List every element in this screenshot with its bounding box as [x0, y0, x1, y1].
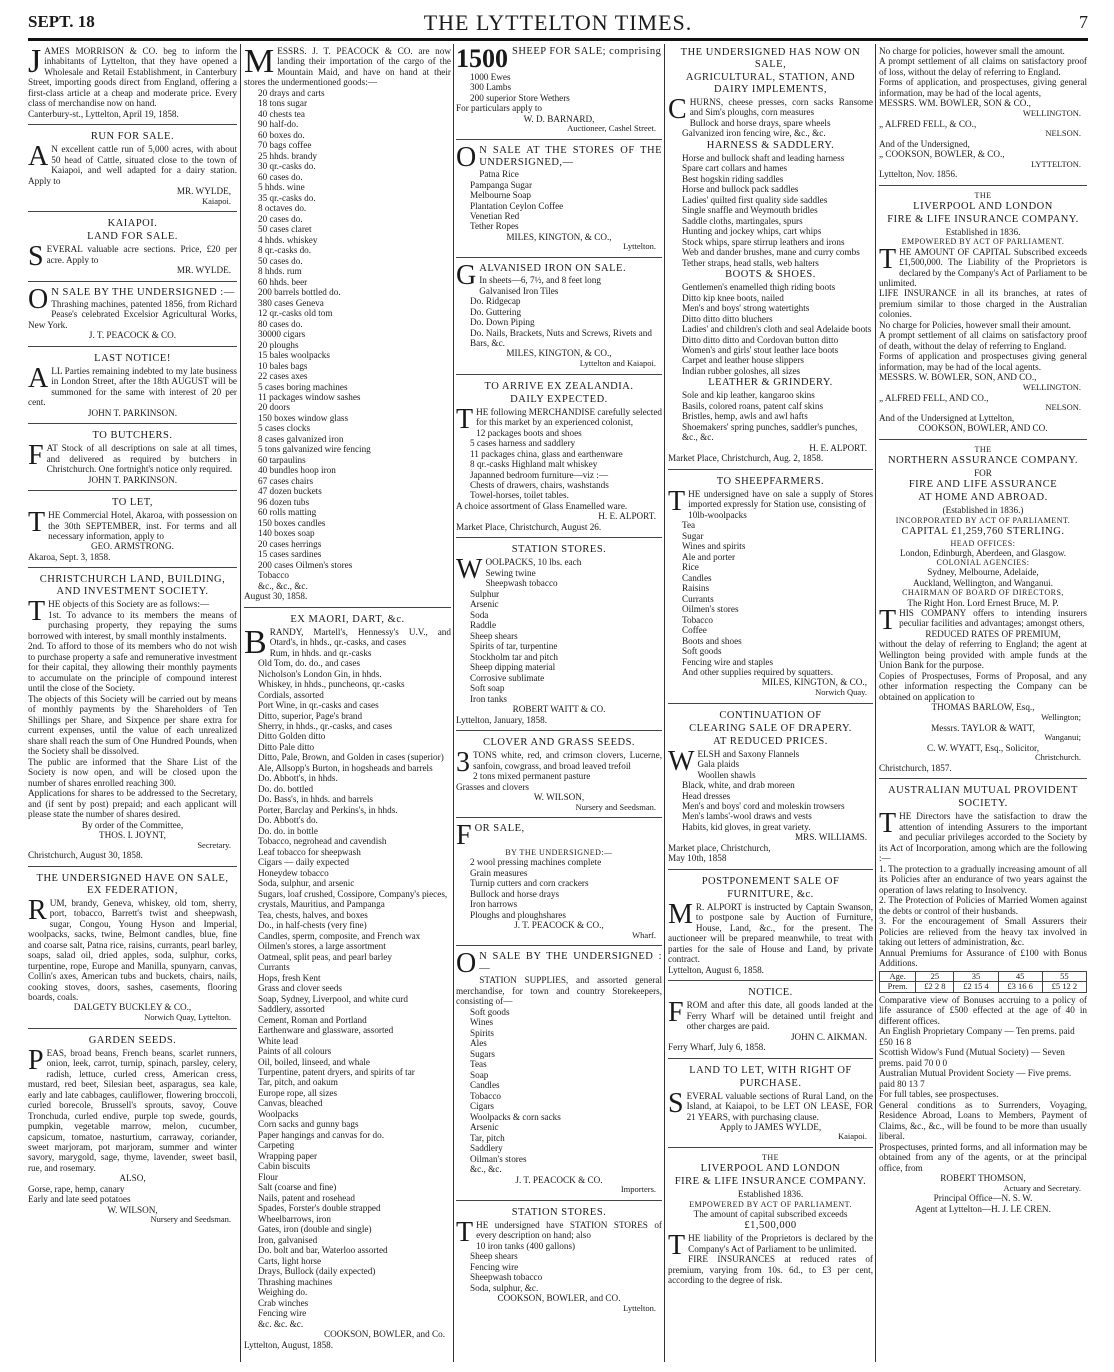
list-item: Pampanga Sugar: [470, 179, 533, 190]
list-item: Leaf tobacco for sheepwash: [258, 846, 361, 857]
list-item: 140 boxes soap: [258, 528, 315, 539]
list-item: And other supplies required by squatters.: [682, 667, 834, 677]
list-item: Sulphur: [470, 588, 500, 599]
list-item: Cigars — daily expected: [258, 857, 350, 868]
list-item: Do. Abbott's, in hhds.: [258, 773, 338, 784]
list-item: Saddle cloths, martingales, spurs: [682, 215, 803, 226]
list-item: Basils, colored roans, patent calf skins: [682, 400, 824, 411]
list-item: 380 cases Geneva: [258, 297, 324, 308]
list-item: Patna Rice: [479, 169, 519, 180]
list-item: Do. Abbott's do.: [258, 815, 318, 826]
list-item: Tether Ropes: [470, 221, 519, 232]
list-item: Oil, boiled, linseed, and whale: [258, 1056, 371, 1067]
list-item: Carpet and leather house slippers: [682, 355, 804, 366]
list-item: 10 iron tanks (400 gallons): [476, 1240, 576, 1251]
list-item: Fencing wire: [470, 1261, 519, 1272]
goods-list: [456, 568, 662, 704]
list-item: White lead: [258, 1035, 299, 1046]
list-item: Nails, patent and rosehead: [258, 1192, 355, 1203]
list-item: Sheep shears: [470, 630, 518, 641]
list-item: Ditto kip knee boots, nailed: [682, 292, 784, 303]
goods-list: [456, 1241, 662, 1293]
list-item: Crab winches: [258, 1297, 309, 1308]
list-item: Oilmen's stores: [682, 604, 739, 615]
list-item: Sheep dipping material: [470, 662, 556, 673]
list-item: 200 barrels bottled do.: [258, 287, 341, 298]
goods-list: [668, 153, 873, 268]
list-item: Sugars, loaf crushed, Cossipore, Company's pieces, crystals, Mauritius, and Pampanga: [258, 888, 448, 910]
list-item: Ladies' quilted first quality side saddles: [682, 194, 828, 205]
list-item: Ales: [470, 1038, 487, 1049]
list-item: Soda, sulphur, and arsenic: [258, 878, 355, 889]
list-item: Soap: [470, 1069, 489, 1080]
advert-to-butchers: TO BUTCHERS. FAT Stock of all descriptions on sale at all times, and delivered as required by butchers in Christchurch. One fortnight's notice only required. JOHN T. PARKINSON.: [28, 427, 237, 491]
goods-list: [668, 390, 873, 442]
list-item: Tea, chests, halves, and boxes: [258, 909, 368, 920]
table-row: Age. 25 35 45 55: [880, 971, 1087, 982]
list-item: Canvas, bleached: [258, 1098, 323, 1109]
advert-galvanised-iron: GALVANISED IRON ON SALE. In sheets—6, 7½, and 8 feet long Galvanised Iron Tiles Do. Ridgecap Do. Guttering Do. Down Piping Do. Nails, Brackets, Nuts and Screws, Rivets and Bars, &c. MILES, KINGTON, & CO., Lyttelton and Kaiapoi.: [456, 261, 662, 375]
list-item: Plantation Ceylon Coffee: [470, 200, 564, 211]
list-item: Sherry, in hhds., qr.-casks, and cases: [258, 721, 393, 731]
list-item: Do. Bass's, in hhds. and barrels: [258, 794, 373, 805]
list-item: Weighing do.: [258, 1287, 308, 1298]
list-item: Do. Ridgecap: [470, 296, 521, 307]
list-item: 30000 cigars: [258, 329, 306, 340]
advert-garden-seeds: GARDEN SEEDS. PEAS, broad beans, French beans, scarlet runners, onion, leek, carrot, turnip, spinach, parsley, celery, radish, lettuce, curled cress, American cress, mustard, red beet, Silesian beet, asparagus, sea kale, early and late cabbages, cauliflower, flowering broccoli, curled borecole, Brussell's sprouts, savoy, Couve Tronchuda, curled endive, purple top swede, gourds, pumpkin, vegetable marrow, melon, cucumber, capsicum, tomatoe, nasturtium, carraway, coriander, sweet marjoram, pot marjoram, summer and winter savory, marygold, sage, thyme, lavender, sweet basil, rue, and rosemary. ALSO, Gorse, rape, hemp, canary Early and late seed potatoes W. WILSON, Nursery and Seedsman.: [28, 1034, 237, 1225]
list-item: Woollen shawls: [697, 769, 756, 780]
list-item: &c. &c. &c.: [258, 1318, 304, 1329]
list-item: Men's and boys' strong watertights: [682, 303, 810, 314]
list-item: Shoemakers' spring punches, saddler's punches, &c., &c.: [682, 421, 858, 443]
list-item: Old Tom, do. do., and cases: [258, 658, 361, 669]
list-item: Do. do. in bottle: [258, 825, 318, 836]
advert-ex-zealandia: TO ARRIVE EX ZEALANDIA. DAILY EXPECTED. THE following MERCHANDISE carefully selected for this market by an experienced colonist, 12 packages boots and shoes 5 cases harness and saddlery 11 packages china, glass and earthenware 8 qr.-casks Highland malt whiskey Japanned bedroom furniture—viz :— Chests of drawers, chairs, washstands Towel-horses, toilet tables. A choice assortment of Glass Enamelled ware. H. E. ALPORT. Market Place, Christchurch, August 26.: [456, 378, 662, 539]
list-item: 5 tons galvanized wire fencing: [258, 444, 371, 455]
list-item: Do. Down Piping: [470, 317, 535, 328]
list-item: 67 cases chairs: [258, 475, 314, 486]
advert-dalgety: THE UNDERSIGNED HAVE ON SALE, EX FEDERATION, RUM, brandy, Geneva, whiskey, old tom, sherry, port, tobacco, Barrett's twist and sheepwash, sugar, Congou, Young Hyson and Imperial, woolpacks, sacks, twine, Belmont candles, blue, fine and coarse salt, Patna rice, raisins, currants, pearl barley, soaps, salad oil, dried apples, soda, sulphur, corks, turpentine, rope, Europe and Manilla, spunyarn, canvas, Collin's axes, American tubs and buckets, chairs, nails, cooking stoves, doors, sashes, casements, flooring boards, coals. DALGETY BUCKLEY & CO., Norwich Quay, Lyttelton.: [28, 870, 237, 1029]
list-item: Black, white, and drab moreen: [682, 780, 795, 791]
list-item: Horse and bullock pack saddles: [682, 184, 799, 195]
goods-list: [668, 118, 873, 139]
list-item: 150 boxes window glass: [258, 412, 349, 423]
list-item: 60 tarpaulins: [258, 454, 306, 465]
list-item: 8 cases galvanized iron: [258, 433, 344, 444]
list-item: Venetian Red: [470, 210, 520, 221]
list-item: 5 cases harness and saddlery: [470, 438, 576, 449]
list-item: 22 cases axes: [258, 371, 308, 382]
column-divider: [875, 44, 876, 1362]
list-item: Corrosive sublimate: [470, 672, 545, 683]
list-item: 8 qr.-casks do.: [258, 245, 312, 256]
list-item: Honeydew tobacco: [258, 867, 329, 878]
list-item: Tea: [682, 520, 696, 531]
list-item: Hops, fresh Kent: [258, 972, 321, 983]
page-number: 7: [1079, 12, 1088, 32]
list-item: Candles, sperm, composite, and French wax: [258, 930, 421, 941]
list-item: Port Wine, in qr.-casks and cases: [258, 700, 379, 711]
list-item: Do. bolt and bar, Waterloo assorted: [258, 1245, 388, 1256]
list-item: Galvanized iron fencing wire, &c., &c.: [682, 128, 826, 139]
goods-list: [668, 510, 873, 678]
list-item: Tar, pitch: [470, 1132, 505, 1143]
list-item: 80 cases do.: [258, 318, 303, 329]
list-item: 8 octaves do.: [258, 203, 307, 214]
goods-list: [668, 282, 873, 376]
list-item: Arsenic: [470, 599, 499, 610]
goods-list: [456, 72, 662, 103]
list-item: 70 bags coffee: [258, 140, 312, 151]
list-item: Hunting and jockey whips, cart whips: [682, 226, 822, 237]
list-item: Tar, pitch, and oakum: [258, 1077, 338, 1088]
list-item: Habits, kid gloves, in great variety.: [682, 821, 811, 832]
advert-last-notice: LAST NOTICE! ALL Parties remaining indebted to my late business in London Street, after the 18th AUGUST will be summoned for the same with interest of 20 per cent. JOHN T. PARKINSON.: [28, 350, 237, 424]
list-item: 20 drays and carts: [258, 87, 325, 98]
list-item: Arsenic: [470, 1122, 499, 1133]
goods-list: [456, 1007, 662, 1175]
list-item: Paper hangings and canvas for do.: [258, 1129, 385, 1140]
list-item: Porter, Barclay and Perkins's, in hhds.: [258, 804, 398, 815]
list-item: Sugars: [470, 1048, 496, 1059]
list-item: Ale, Allsopp's Burton, in hogsheads and barrels: [258, 762, 433, 773]
list-item: 5 cases clocks: [258, 423, 311, 434]
advert-building-society: CHRISTCHURCH LAND, BUILDING, AND INVESTMENT SOCIETY. THE objects of this Society are as follows:— 1st. To advance to its members the means of purchasing property, they repaying the sums borrowed with interest, by small monthly instalments. 2nd. To afford to those of its members who do not wish to purchase property a safe and remunerative investment for their capital, they allowing their monthly payments to accumulate on the principle of compound interest until the close of the Society. The objects of this Society will be carried out by means of monthly payments by the Shareholders of Ten Shillings per Share, and Sixpence per share extra for current expenses, until the value of each unrealized share shall reach the sum of One Hundred Pounds, when the Society shall be dissolved. The public are informed that the Share List of the Society is now open, and will be closed upon the number of shares enrolled reaching 300. Applications for shares to be addressed to the Secretary, and (if sent by post) prepaid; and each applicant will please state the number of shares desired. By order of the Committee, THOS. I. JOYNT, Secretary. Christchurch, August 30, 1858.: [28, 571, 237, 866]
list-item: Rum, in hhds. and qr.-casks: [269, 647, 372, 658]
list-item: Bristles, hemp, awls and awl hafts: [682, 411, 808, 422]
list-item: Cabin biscuits: [258, 1161, 311, 1172]
list-item: Currants: [682, 593, 714, 604]
list-item: Sole and kip leather, kangaroo skins: [682, 390, 815, 401]
list-item: 20 doors: [258, 402, 290, 413]
list-item: Gala plaids: [697, 759, 740, 770]
column-5: [879, 44, 1087, 1362]
list-item: Whiskey, in hhds., puncheons, qr.-casks: [258, 679, 405, 690]
goods-list: [456, 857, 662, 920]
list-item: Europe rope, all sizes: [258, 1087, 338, 1098]
list-item: Woolpacks: [258, 1108, 299, 1119]
list-item: 1000 Ewes: [470, 72, 511, 82]
list-item: 8 qr.-casks Highland malt whiskey: [470, 459, 598, 470]
list-item: Towel-horses, toilet tables.: [470, 490, 569, 501]
list-item: Grain measures: [470, 867, 528, 878]
list-item: Wines and spirits: [682, 541, 746, 552]
list-item: 20 ploughs: [258, 339, 299, 350]
list-item: 20 cases herrings: [258, 538, 322, 549]
list-item: Earthenware and glassware, assorted: [258, 1025, 394, 1036]
list-item: Do. do. bottled: [258, 783, 314, 794]
list-item: 18 tons sugar: [258, 98, 307, 109]
list-item: Iron tanks: [470, 693, 507, 704]
list-item: Galvanised Iron Tiles: [479, 285, 559, 296]
list-item: Grass and clover seeds: [258, 983, 342, 994]
list-item: Web and dander brushes, mane and curry combs: [682, 247, 860, 258]
advert-on-sale-stores: O N SALE AT THE STORES OF THE UNDERSIGNED,— Patna Rice Pampanga Sugar Melbourne Soap Plantation Ceylon Coffee Venetian Red Tether Ropes MILES, KINGTON, & CO., Lyttelton.: [456, 143, 662, 258]
list-item: Horse and bullock shaft and leading harness: [682, 152, 845, 163]
list-item: 8 hhds. rum: [258, 266, 302, 277]
advert-land-to-let: LAND TO LET, WITH RIGHT OF PURCHASE. SEVERAL valuable sections of Rural Land, on the Island, at Kaiapoi, to be LET ON LEASE, FOR 21 YEARS, with purchasing clause. Apply to JAMES WYLDE, Kaiapoi.: [668, 1062, 873, 1149]
list-item: 40 chests tea: [258, 108, 305, 119]
list-item: Salt (coarse and fine): [258, 1182, 337, 1193]
list-item: Flour: [258, 1171, 278, 1182]
list-item: Stockholm tar and pitch: [470, 651, 559, 662]
advert-australian-mutual: AUSTRALIAN MUTUAL PROVIDENT SOCIETY. THE Directors have the satisfaction to draw the attention of intending Assurers to the important and peculiar privileges accorded to the Society by its Act of Incorporation, among which are the following :— 1. The protection to a gradually increasing amount of all its Policies after an endurance of two years against the operation of laws relating to Insolvency. 2. The Protection of Policies of Married Women against the debts or control of their husbands. 3. For the encouragement of Small Assurers their Policies are relieved from the heavy tax involved in taking out letters of administration, &c. Annual Premiums for Assurance of £100 with Bonus Additions. Age. 25 35 45 55 Prem. £2 2 8 £2 15 4 £3 16 6 £5 12 2 Comparative view of Bonuses accruing to a policy of life assurance of £500 effected at the age of 40 in different offices. An English Proprietary Company — Ten prems. paid £50 16 8 Scottish Widow's Fund (Mutual Society) — Seven prems. paid 70 0 0 Australian Mutual Provident Society — Five prems. paid 80 13 7 For full tables, see prospectuses. General conditions as to Surrenders, Voyaging, Residence Abroad, Loans to Members, Payment of Claims, &c., &c., will be found to be more than usually liberal. Prospectuses, printed forms, and all information may be obtained from any of the agents, or at the principal office, from ROBERT THOMSON, Actuary and Secretary. Principal Office—N. S. W. Agent at Lyttelton—H. J. LE CREN.: [879, 785, 1087, 1214]
list-item: &c., &c., &c.: [258, 580, 308, 591]
newspaper-title: THE LYTTELTON TIMES.: [423, 10, 693, 35]
advert-station-stores-cookson: STATION STORES. THE undersigned have STATION STORES of every description on hand; also 10 iron tanks (400 gallons) Sheep shears Fencing wire Sheepwash tobacco Soda, sulphur, &c. COOKSON, BOWLER, and CO. Lyttelton.: [456, 1206, 662, 1313]
list-item: Soft goods: [470, 1006, 510, 1017]
list-item: Stock whips, spare stirrup leathers and irons: [682, 236, 845, 247]
advert-morrison: JAMES MORRISON & CO. beg to inform the inhabitants of Lyttelton, that they have opened a Wholesale and Retail Establishment, in Canterbury Street, importing goods direct from England, offering a first-class article at a cheap and moderate price. Every class of merchandise now on hand. Canterbury-st., Lyttelton, April 19, 1858.: [28, 44, 237, 125]
list-item: 11 packages china, glass and earthenware: [470, 448, 623, 459]
list-item: 150 boxes candles: [258, 517, 326, 528]
list-item: Bullock and horse drays: [470, 888, 560, 899]
list-item: Spirits: [470, 1027, 494, 1038]
list-item: Teas: [470, 1059, 487, 1070]
list-item: 200 superior Store Wethers: [470, 92, 570, 103]
list-item: Tobacco: [470, 1090, 501, 1101]
advert-for-sale-peacock: FOR SALE, BY THE UNDERSIGNED:— 2 wool pressing machines complete Grain measures Turnip cutters and corn crackers Bullock and horse drays Iron harrows Ploughs and ploughshares J. T. PEACOCK & CO., Wharf.: [456, 821, 662, 946]
list-item: Soft soap: [470, 683, 505, 694]
list-item: 11 packages window sashes: [258, 391, 361, 402]
advert-run-for-sale: RUN FOR SALE. A N excellent cattle run of 5,000 acres, with about 50 head of Cattle, situated close to the town of Kaiapoi, and well adapted for a dairy station. Apply to MR. WYLDE, Kaiapoi.: [28, 128, 237, 212]
list-item: 50 cases do.: [258, 255, 303, 266]
advert-kaiapoi-land: KAIAPOI. LAND FOR SALE. SEVERAL valuable acre sections. Price, £20 per acre. Apply to MR. WYLDE.: [28, 215, 237, 281]
list-item: Women's and girls' stout leather lace boots: [682, 344, 839, 355]
list-item: 60 rolls matting: [258, 507, 317, 518]
list-item: Candles: [682, 572, 712, 583]
list-item: Carpeting: [258, 1140, 295, 1151]
list-item: Fencing wire: [258, 1308, 307, 1319]
list-item: Wheelbarrows, iron: [258, 1213, 331, 1224]
list-item: Do. Guttering: [470, 306, 522, 317]
list-item: Rice: [682, 562, 699, 573]
list-item: Nicholson's London Gin, in hhds.: [258, 668, 382, 679]
list-item: Gentlemen's enamelled thigh riding boots: [682, 282, 836, 293]
masthead: [28, 6, 1088, 38]
list-item: Currants: [258, 962, 290, 973]
list-item: Saddlery: [470, 1143, 503, 1154]
column-3: [456, 44, 662, 1362]
list-item: 30 qr.-casks do.: [258, 161, 316, 172]
list-item: Ditto Golden ditto: [258, 731, 326, 742]
list-item: Ditto Pale ditto: [258, 741, 315, 752]
advert-liverpool-london-2: THE LIVERPOOL AND LONDON FIRE & LIFE INSURANCE COMPANY. Established in 1836. EMPOWERED BY ACT OF PARLIAMENT. THE AMOUNT OF CAPITAL Subscribed exceeds £1,500,000. The Liability of the Proprietors is declared by the Company's Act of Parliament to be unlimited. LIFE INSURANCE in all its branches, at rates of premium similar to those charged in the Australian colonies. No charge for Policies, however small their amount. A prompt settlement of all claims on satisfactory proof of death, without the delay of referring to England. Forms of application and prospectuses giving general information, may be had of the local agents. MESSRS. W. BOWLER, SON, AND CO., WELLINGTON. „ ALFRED FELL, AND CO., NELSON. And of the Undersigned at Lyttelton, COOKSON, BOWLER, AND CO.: [879, 189, 1087, 440]
list-item: Drays, Bullock (daily expected): [258, 1266, 376, 1277]
column-4: [668, 44, 873, 1362]
advert-station-supplies: O N SALE BY THE UNDERSIGNED :— STATION SUPPLIES, and assorted general merchandise, for town and country Storekeepers, consisting of— Soft goods Wines Spirits Ales Sugars Teas Soap Candles Tobacco Cigars Woolpacks & corn sacks Arsenic Tar, pitch Saddlery Oilman's stores &c., &c. J. T. PEACOCK & CO. Importers.: [456, 949, 662, 1200]
list-item: Woolpacks & corn sacks: [470, 1111, 561, 1122]
list-item: 15 bales woolpacks: [258, 350, 330, 361]
list-item: 96 dozen tubs: [258, 496, 310, 507]
list-item: Oilmen's stores, a large assortment: [258, 941, 386, 952]
list-item: Gates, iron (double and single): [258, 1224, 372, 1235]
list-item: Coffee: [682, 625, 707, 636]
list-item: Corn sacks and gunny bags: [258, 1119, 359, 1130]
list-item: Wrapping paper: [258, 1150, 318, 1161]
goods-list: [456, 275, 662, 348]
list-item: 300 Lambs: [470, 82, 512, 93]
list-item: Best hogskin riding saddles: [682, 173, 784, 184]
goods-list: [456, 169, 662, 232]
list-item: 35 qr.-casks do.: [258, 192, 316, 203]
list-item: Chests of drawers, chairs, washstands: [470, 479, 609, 490]
list-item: Japanned bedroom furniture—viz :—: [470, 469, 609, 480]
list-item: Ditto ditto ditto and Cordovan button ditto: [682, 334, 839, 345]
list-item: Ditto, superior, Page's brand: [258, 710, 363, 721]
list-item: Soda, sulphur, &c.: [470, 1282, 539, 1293]
list-item: Turpentine, patent dryers, and spirits of tar: [258, 1066, 415, 1077]
list-item: Fencing wire and staples: [682, 656, 774, 667]
list-item: 60 cases do.: [258, 171, 303, 182]
list-item: Sheepwash tobacco: [470, 1272, 543, 1283]
list-item: Ditto ditto ditto bluchers: [682, 313, 773, 324]
list-item: Turnip cutters and corn crackers: [470, 878, 589, 889]
issue-date: SEPT. 18: [28, 12, 95, 31]
masthead-rule: [28, 38, 1088, 41]
list-item: Thrashing machines: [258, 1276, 333, 1287]
list-item: Sewing twine: [485, 567, 536, 578]
list-item: &c., &c.: [470, 1164, 502, 1175]
advert-station-stores-waitt: STATION STORES. WOOLPACKS, 10 lbs. each Sewing twine Sheepwash tobacco Sulphur Arsenic Soda Raddle Sheep shears Spirits of tar, turpentine Stockholm tar and pitch Sheep dipping material Corrosive sublimate Soft soap Iron tanks ROBERT WAITT & CO. Lyttelton, January, 1858.: [456, 541, 662, 731]
goods-list: [244, 648, 451, 1329]
list-item: Paints of all colours: [258, 1046, 332, 1057]
list-item: 200 cases Oilmen's stores: [258, 559, 353, 570]
list-item: Candles: [470, 1080, 500, 1091]
list-item: Melbourne Soap: [470, 190, 531, 201]
list-item: Do., in half-chests (very fine): [258, 920, 367, 931]
list-item: Soft goods: [682, 646, 722, 657]
list-item: Ploughs and ploughshares: [470, 909, 566, 920]
advert-to-sheepfarmers: TO SHEEPFARMERS. THE undersigned have on sale a supply of Stores imported expressly for Station use, consisting of 10lb-woolpacks Tea Sugar Wines and spirits Ale and porter Rice Candles Raisins Currants Oilmen's stores Tobacco Coffee Boots and shoes Soft goods Fencing wire and staples And other supplies required by squatters. MILES, KINGTON, & CO., Norwich Quay.: [668, 473, 873, 704]
list-item: Soap, Sydney, Liverpool, and white curd: [258, 993, 408, 1004]
advert-alport-implements: THE UNDERSIGNED HAS NOW ON SALE, AGRICULTURAL, STATION, AND DAIRY IMPLEMENTS, CHURNS, cheese presses, corn sacks Ransome and Sim's ploughs, corn measures Bullock and horse drays, spare wheels Galvanized iron fencing wire, &c., &c. HARNESS & SADDLERY. Horse and bullock shaft and leading harness Spare cart collars and hames Best hogskin riding saddles Horse and bullock pack saddles Ladies' quilted first quality side saddles Single snaffle and Weymouth bridles Saddle cloths, martingales, spurs Hunting and jockey whips, cart whips Stock whips, spare stirrup leathers and irons Web and dander brushes, mane and curry combs Tether straps, head stalls, web halters BOOTS & SHOES. Gentlemen's enamelled thigh riding boots Ditto kip knee boots, nailed Men's and boys' strong watertights Ditto ditto ditto bluchers Ladies' and children's cloth and seal Adelaide boots Ditto ditto ditto and Cordovan button ditto Women's and girls' stout leather lace boots Carpet and leather house slippers Indian rubber goloshes, all sizes LEATHER & GRINDERY. Sole and kip leather, kangaroo skins Basils, colored roans, patent calf skins Bristles, hemp, awls and awl hafts Shoemakers' spring punches, saddler's punches, &c., &c. H. E. ALPORT. Market Place, Christchurch, Aug. 2, 1858.: [668, 44, 873, 470]
table-row: Prem. £2 2 8 £2 15 4 £3 16 6 £5 12 2: [880, 982, 1087, 993]
list-item: 5 hhds. wine: [258, 182, 305, 193]
column-2: [244, 44, 451, 1362]
list-item: Tether straps, head stalls, web halters: [682, 257, 819, 268]
list-item: 2 wool pressing machines complete: [470, 857, 602, 868]
advert-liverpool-london: THE LIVERPOOL AND LONDON FIRE & LIFE INSURANCE COMPANY. Established 1836. EMPOWERED BY ACT OF PARLIAMENT. The amount of capital subscribed exceeds £1,500,000 THE liability of the Proprietors is declared by the Company's Act of Parliament to be unlimited. FIRE INSURANCES at reduced rates of premium, varying from 10s. 6d., to £3 per cent, according to the degree of risk.: [668, 1153, 873, 1286]
list-item: Sheepwash tobacco: [485, 578, 558, 589]
advert-thrashing-machines: O N SALE BY THE UNDERSIGNED :— Thrashing machines, patented 1856, from Richard Pease's celebrated Excelsior Agricultural Works, New York. J. T. PEACOCK & CO.: [28, 285, 237, 347]
list-item: Iron harrows: [470, 899, 518, 910]
list-item: 15 cases sardines: [258, 549, 322, 560]
list-item: Iron, galvanised: [258, 1234, 318, 1245]
list-item: Head dresses: [682, 790, 731, 801]
advert-to-let: TO LET, THE Commercial Hotel, Akaroa, with possession on the 30th SEPTEMBER, inst. For terms and all necessary information, apply to GEO. ARMSTRONG. Akaroa, Sept. 3, 1858.: [28, 494, 237, 568]
list-item: Men's lambs'-wool draws and vests: [682, 811, 812, 822]
list-item: 10 bales bags: [258, 360, 308, 371]
list-item: Bullock and horse drays, spare wheels: [689, 117, 831, 128]
list-item: Spades, Forster's double strapped: [258, 1203, 381, 1214]
list-item: Men's and boys' cord and moleskin trowsers: [682, 800, 845, 811]
list-item: Oilman's stores: [470, 1153, 527, 1164]
list-item: Tobacco: [258, 570, 289, 581]
list-item: 4 hhds. whiskey: [258, 234, 318, 245]
list-item: 60 hhds. beer: [258, 276, 308, 287]
column-divider: [664, 44, 665, 1362]
list-item: Sugar: [682, 530, 704, 541]
list-item: Carts, light horse: [258, 1255, 322, 1266]
list-item: Soda: [470, 609, 489, 620]
list-item: 50 cases claret: [258, 224, 312, 235]
list-item: Single snaffle and Weymouth bridles: [682, 205, 818, 216]
list-item: Tobacco: [682, 614, 713, 625]
goods-list: [456, 428, 662, 501]
advert-insurance-continued: No charge for policies, however small the amount. A prompt settlement of all claims on satisfactory proof of loss, without the delay of referring to England. Forms of application, and prospectuses, giving general information, may be had of the local agents, MESSRS. WM. BOWLER, SON & CO., WELLINGTON. „ ALFRED FELL, & CO., NELSON. And of the Undersigned, „ COOKSON, BOWLER, & CO., LYTTELTON. Lyttelton, Nov. 1856.: [879, 44, 1087, 186]
list-item: 40 bundles hoop iron: [258, 465, 336, 476]
list-item: 60 boxes do.: [258, 129, 305, 140]
list-item: Spare cart collars and hames: [682, 163, 788, 174]
advert-northern-assurance: THE NORTHERN ASSURANCE COMPANY. FOR FIRE AND LIFE ASSURANCE AT HOME AND ABROAD. (Established in 1836.) INCORPORATED BY ACT OF PARLIAMENT. CAPITAL £1,259,760 STERLING. HEAD OFFICES: London, Edinburgh, Aberdeen, and Glasgow. COLONIAL AGENCIES: Sydney, Melbourne, Adelaide, Auckland, Wellington, and Wanganui. CHAIRMAN OF BOARD OF DIRECTORS, The Right Hon. Lord Ernest Bruce, M. P. THIS COMPANY offers to intending insurers peculiar facilities and advantages; amongst others, REDUCED RATES OF PREMIUM, without the delay of referring to England; the agent at Wellington being provided with ample funds at the Union Bank for the purpose. Copies of Prospectuses, Forms of Proposal, and any other information respecting the Company can be obtained on application to THOMAS BARLOW, Esq., Wellington; Messrs. TAYLOR & WATT, Wanganui; C. W. WYATT, Esq., Solicitor, Christchurch. Christchurch, 1857.: [879, 443, 1087, 780]
list-item: Oatmeal, split peas, and pearl barley: [258, 951, 392, 962]
advert-peacock-mountain-maid: MESSRS. J. T. PEACOCK & CO. are now landing their importation of the cargo of the Mountain Maid, and have on hand at their stores the undermentioned goods:— 20 drays and carts 18 tons sugar 40 chests tea 90 half-do. 60 boxes do. 70 bags coffee 25 hhds. brandy 30 qr.-casks do. 60 cases do. 5 hhds. wine 35 qr.-casks do. 8 octaves do. 20 cases do. 50 cases claret 4 hhds. whiskey 8 qr.-casks do. 50 cases do. 8 hhds. rum 60 hhds. beer 200 barrels bottled do. 380 cases Geneva 12 qr.-casks old tom 80 cases do. 30000 cigars 20 ploughs 15 bales woolpacks 10 bales bags 22 cases axes 5 cases boring machines 11 packages window sashes 20 doors 150 boxes window glass 5 cases clocks 8 cases galvanized iron 5 tons galvanized wire fencing 60 tarpaulins 40 bundles hoop iron 67 cases chairs 47 dozen buckets 96 dozen tubs 60 rolls matting 150 boxes candles 140 boxes soap 20 cases herrings 15 cases sardines 200 cases Oilmen's stores Tobacco &c., &c., &c. August 30, 1858.: [244, 44, 451, 608]
goods-list: [668, 759, 873, 832]
list-item: 47 dozen buckets: [258, 486, 322, 497]
list-item: Cement, Roman and Portland: [258, 1014, 367, 1025]
advert-postponement: POSTPONEMENT SALE OF FURNITURE, &c. M R. ALPORT is instructed by Captain Swanson, to postpone sale by Auction of Furniture, House, Land, &c., for the present. The auctioneer will be prepared meanwhile, to treat with parties for the sale of House and Land, by private contract. Lyttelton, August 6, 1858.: [668, 873, 873, 981]
advert-clover-seeds: CLOVER AND GRASS SEEDS. 3 TONS white, red, and crimson clovers, Lucerne, sanfoin, cowgrass, and broad leaved trefoil 2 tons mixed permanent pasture Grasses and clovers W. WILSON, Nursery and Seedsman.: [456, 734, 662, 818]
advert-ex-maori: EX MAORI, DART, &c. BRANDY, Martell's, Hennessy's U.V., and Otard's, in hhds., qr.-casks, and cases Rum, in hhds. and qr.-casks Old Tom, do. do., and cases Nicholson's London Gin, in hhds. Whiskey, in hhds., puncheons, qr.-casks Cordials, assorted Port Wine, in qr.-casks and cases Ditto, superior, Page's brand Sherry, in hhds., qr.-casks, and cases Ditto Golden ditto Ditto Pale ditto Ditto, Pale, Brown, and Golden in cases (superior) Ale, Allsopp's Burton, in hogsheads and barrels Do. Abbott's, in hhds. Do. do. bottled Do. Bass's, in hhds. and barrels Porter, Barclay and Perkins's, in hhds. Do. Abbott's do. Do. do. in bottle Tobacco, negrohead and cavendish Leaf tobacco for sheepwash Cigars — daily expected Honeydew tobacco Soda, sulphur, and arsenic Sugars, loaf crushed, Cossipore, Company's pieces, crystals, Mauritius, and Pampanga Tea, chests, halves, and boxes Do., in half-chests (very fine) Candles, sperm, composite, and French wax Oilmen's stores, a large assortment Oatmeal, split peas, and pearl barley Currants Hops, fresh Kent Grass and clover seeds Soap, Sydney, Liverpool, and white curd Saddlery, assorted Cement, Roman and Portland Earthenware and glassware, assorted White lead Paints of all colours Oil, boiled, linseed, and whale Turpentine, patent dryers, and spirits of tar Tar, pitch, and oakum Europe rope, all sizes Canvas, bleached Woolpacks Corn sacks and gunny bags Paper hangings and canvas for do. Carpeting Wrapping paper Cabin biscuits Flour Salt (coarse and fine) Nails, patent and rosehead Spades, Forster's double strapped Wheelbarrows, iron Gates, iron (double and single) Iron, galvanised Do. bolt and bar, Waterloo assorted Carts, light horse Drays, Bullock (daily expected) Thrashing machines Weighing do. Crab winches Fencing wire &c. &c. &c. COOKSON, BOWLER, and Co. Lyttelton, August, 1858.: [244, 613, 451, 1350]
goods-list: [244, 88, 451, 591]
list-item: 10lb-woolpacks: [688, 509, 747, 520]
list-item: 5 cases boring machines: [258, 381, 348, 392]
list-item: Cordials, assorted: [258, 689, 324, 700]
column-1: [28, 44, 237, 1362]
list-item: Raisins: [682, 583, 710, 594]
list-item: Saddlery, assorted: [258, 1004, 325, 1015]
list-item: Sheep shears: [470, 1251, 518, 1262]
list-item: Ditto, Pale, Brown, and Golden in cases (superior): [258, 752, 444, 763]
list-item: Raddle: [470, 620, 497, 631]
list-item: Wines: [470, 1017, 494, 1028]
list-item: Ladies' and children's cloth and seal Adelaide boots: [682, 324, 872, 335]
list-item: Do. Nails, Brackets, Nuts and Screws, Rivets and Bars, &c.: [470, 327, 652, 348]
list-item: Spirits of tar, turpentine: [470, 641, 558, 652]
list-item: 12 packages boots and shoes: [476, 427, 582, 438]
list-item: In sheets—6, 7½, and 8 feet long: [479, 275, 601, 286]
advert-sheep-for-sale: 1500 SHEEP FOR SALE; comprising 1000 Ewes 300 Lambs 200 superior Store Wethers For particulars apply to W. D. BARNARD, Auctioneer, Cashel Street.: [456, 44, 662, 140]
column-divider: [240, 44, 241, 1362]
list-item: Boots and shoes: [682, 635, 742, 646]
list-item: 25 hhds. brandy: [258, 150, 317, 161]
list-item: Tobacco, negrohead and cavendish: [258, 836, 387, 847]
list-item: Ale and porter: [682, 551, 736, 562]
list-item: 12 qr.-casks old tom: [258, 308, 333, 319]
premium-table: [879, 971, 1087, 993]
advert-drapery-sale: CONTINUATION OF CLEARING SALE OF DRAPERY. AT REDUCED PRICES. WELSH and Saxony Flannels Gala plaids Woollen shawls Black, white, and drab moreen Head dresses Men's and boys' cord and moleskin trowsers Men's lambs'-wool draws and vests Habits, kid gloves, in great variety. MRS. WILLIAMS. Market place, Christchurch, May 10th, 1858: [668, 707, 873, 870]
list-item: Cigars: [470, 1101, 494, 1112]
column-divider: [453, 44, 454, 1362]
list-item: Indian rubber goloshes, all sizes: [682, 365, 801, 376]
advert-ferry-wharf-notice: NOTICE. FROM and after this date, all goods landed at the Ferry Wharf will be detained until freight and other charges are paid. JOHN C. AIKMAN. Ferry Wharf, July 6, 1858.: [668, 984, 873, 1058]
list-item: 20 cases do.: [258, 213, 303, 224]
list-item: 90 half-do.: [258, 119, 299, 130]
